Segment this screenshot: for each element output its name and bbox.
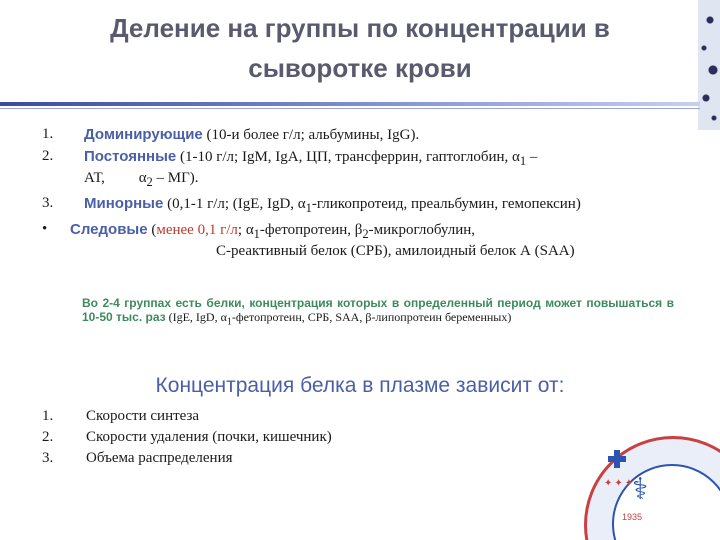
factor-text: Объема распределения [86,450,233,466]
beta-subscript: 2 [362,227,369,241]
list-item [42,406,332,427]
list-number: 3. [42,195,54,211]
group-members: ; альбумины, IgG). [300,127,420,143]
medical-cross-icon [608,450,626,468]
alpha-subscript: 1 [519,154,527,168]
note-text: Во 2-4 группах есть белки, концентрация которых в определенный период может повышаться в 10-50 тыс. раз [82,296,674,324]
slide-title [40,8,680,88]
note-examples-mid: -фетопротеин, СРБ, SAA, [231,310,366,324]
group-members: ; (IgE, IgD, [224,196,298,212]
factors-list [42,406,332,469]
title-divider [0,102,700,106]
caduceus-icon: ⚕ [632,473,649,506]
protein-groups-list [40,126,680,264]
group-members-line2-end: – МГ). [152,170,199,186]
alpha-subscript: 1 [253,227,260,241]
list-number: 2. [42,429,54,445]
group-members: ; IgM, IgA, ЦП, трансферрин, гаптоглобин, [234,149,513,165]
title-line-1: Деление на группы по концентрации в [110,13,610,43]
group-paren-open: ( [147,222,157,238]
alpha-symbol: α [297,196,306,212]
group-range: менее 0,1 г/л [156,222,238,238]
group-range: (10-и более г/л [202,127,301,143]
group-name: Постоянные [84,148,177,165]
group-members-line2: АТ, [84,170,139,186]
beta-symbol: β [365,310,372,324]
list-number: 1. [42,408,54,424]
list-number: 1. [42,126,54,142]
decorative-edge-pattern [698,0,720,130]
group-members: ; [237,222,246,238]
beta-symbol: β [354,222,363,238]
group-members-end: -микроглобулин, [368,222,476,238]
factor-text: Скорости синтеза [86,408,200,424]
list-bullet: • [42,221,48,237]
list-item [42,427,332,448]
note-examples-end: -липопротеин беременных) [371,310,512,324]
list-item [40,195,680,217]
list-number: 2. [42,148,54,164]
group-members-end: -гликопротеид, преальбумин, гемопексин) [311,196,581,212]
group-name: Следовые [70,221,148,238]
group-members-mid: -фетопротеин, [259,222,355,238]
stars-icon: ✦✦✦ [604,478,636,489]
list-number: 3. [42,450,54,466]
alpha-symbol: α [245,222,254,238]
group-range: (0,1-1 г/л [163,196,225,212]
alpha-subscript: 1 [305,201,312,215]
concentration-heading: Концентрация белка в плазме зависит от: [155,374,565,397]
list-item [40,221,680,260]
title-line-2: сыворотке крови [248,53,472,83]
alpha-subscript: 2 [146,175,153,189]
group-range: (1-10 г/л [176,149,235,165]
list-item [40,126,680,144]
group-members-dash: – [526,149,538,165]
list-item [40,148,680,191]
factor-text: Скорости удаления (почки, кишечник) [86,429,332,445]
alpha-symbol: α [138,170,147,186]
alpha-symbol: α [512,149,520,165]
list-item [42,448,332,469]
note-examples: (IgE, IgD, [165,310,221,324]
group-name: Доминирующие [84,126,203,143]
logo-year: 1935 [621,512,643,522]
university-logo [566,428,720,540]
alpha-symbol: α [220,310,227,324]
group-members-line2: С-реактивный белок (СРБ), амилоидный белок А (SAA) [216,243,575,259]
title-divider-thin [0,108,700,109]
group-name: Минорные [84,195,164,212]
alpha-subscript: 1 [226,316,232,328]
elevation-note [82,296,674,329]
